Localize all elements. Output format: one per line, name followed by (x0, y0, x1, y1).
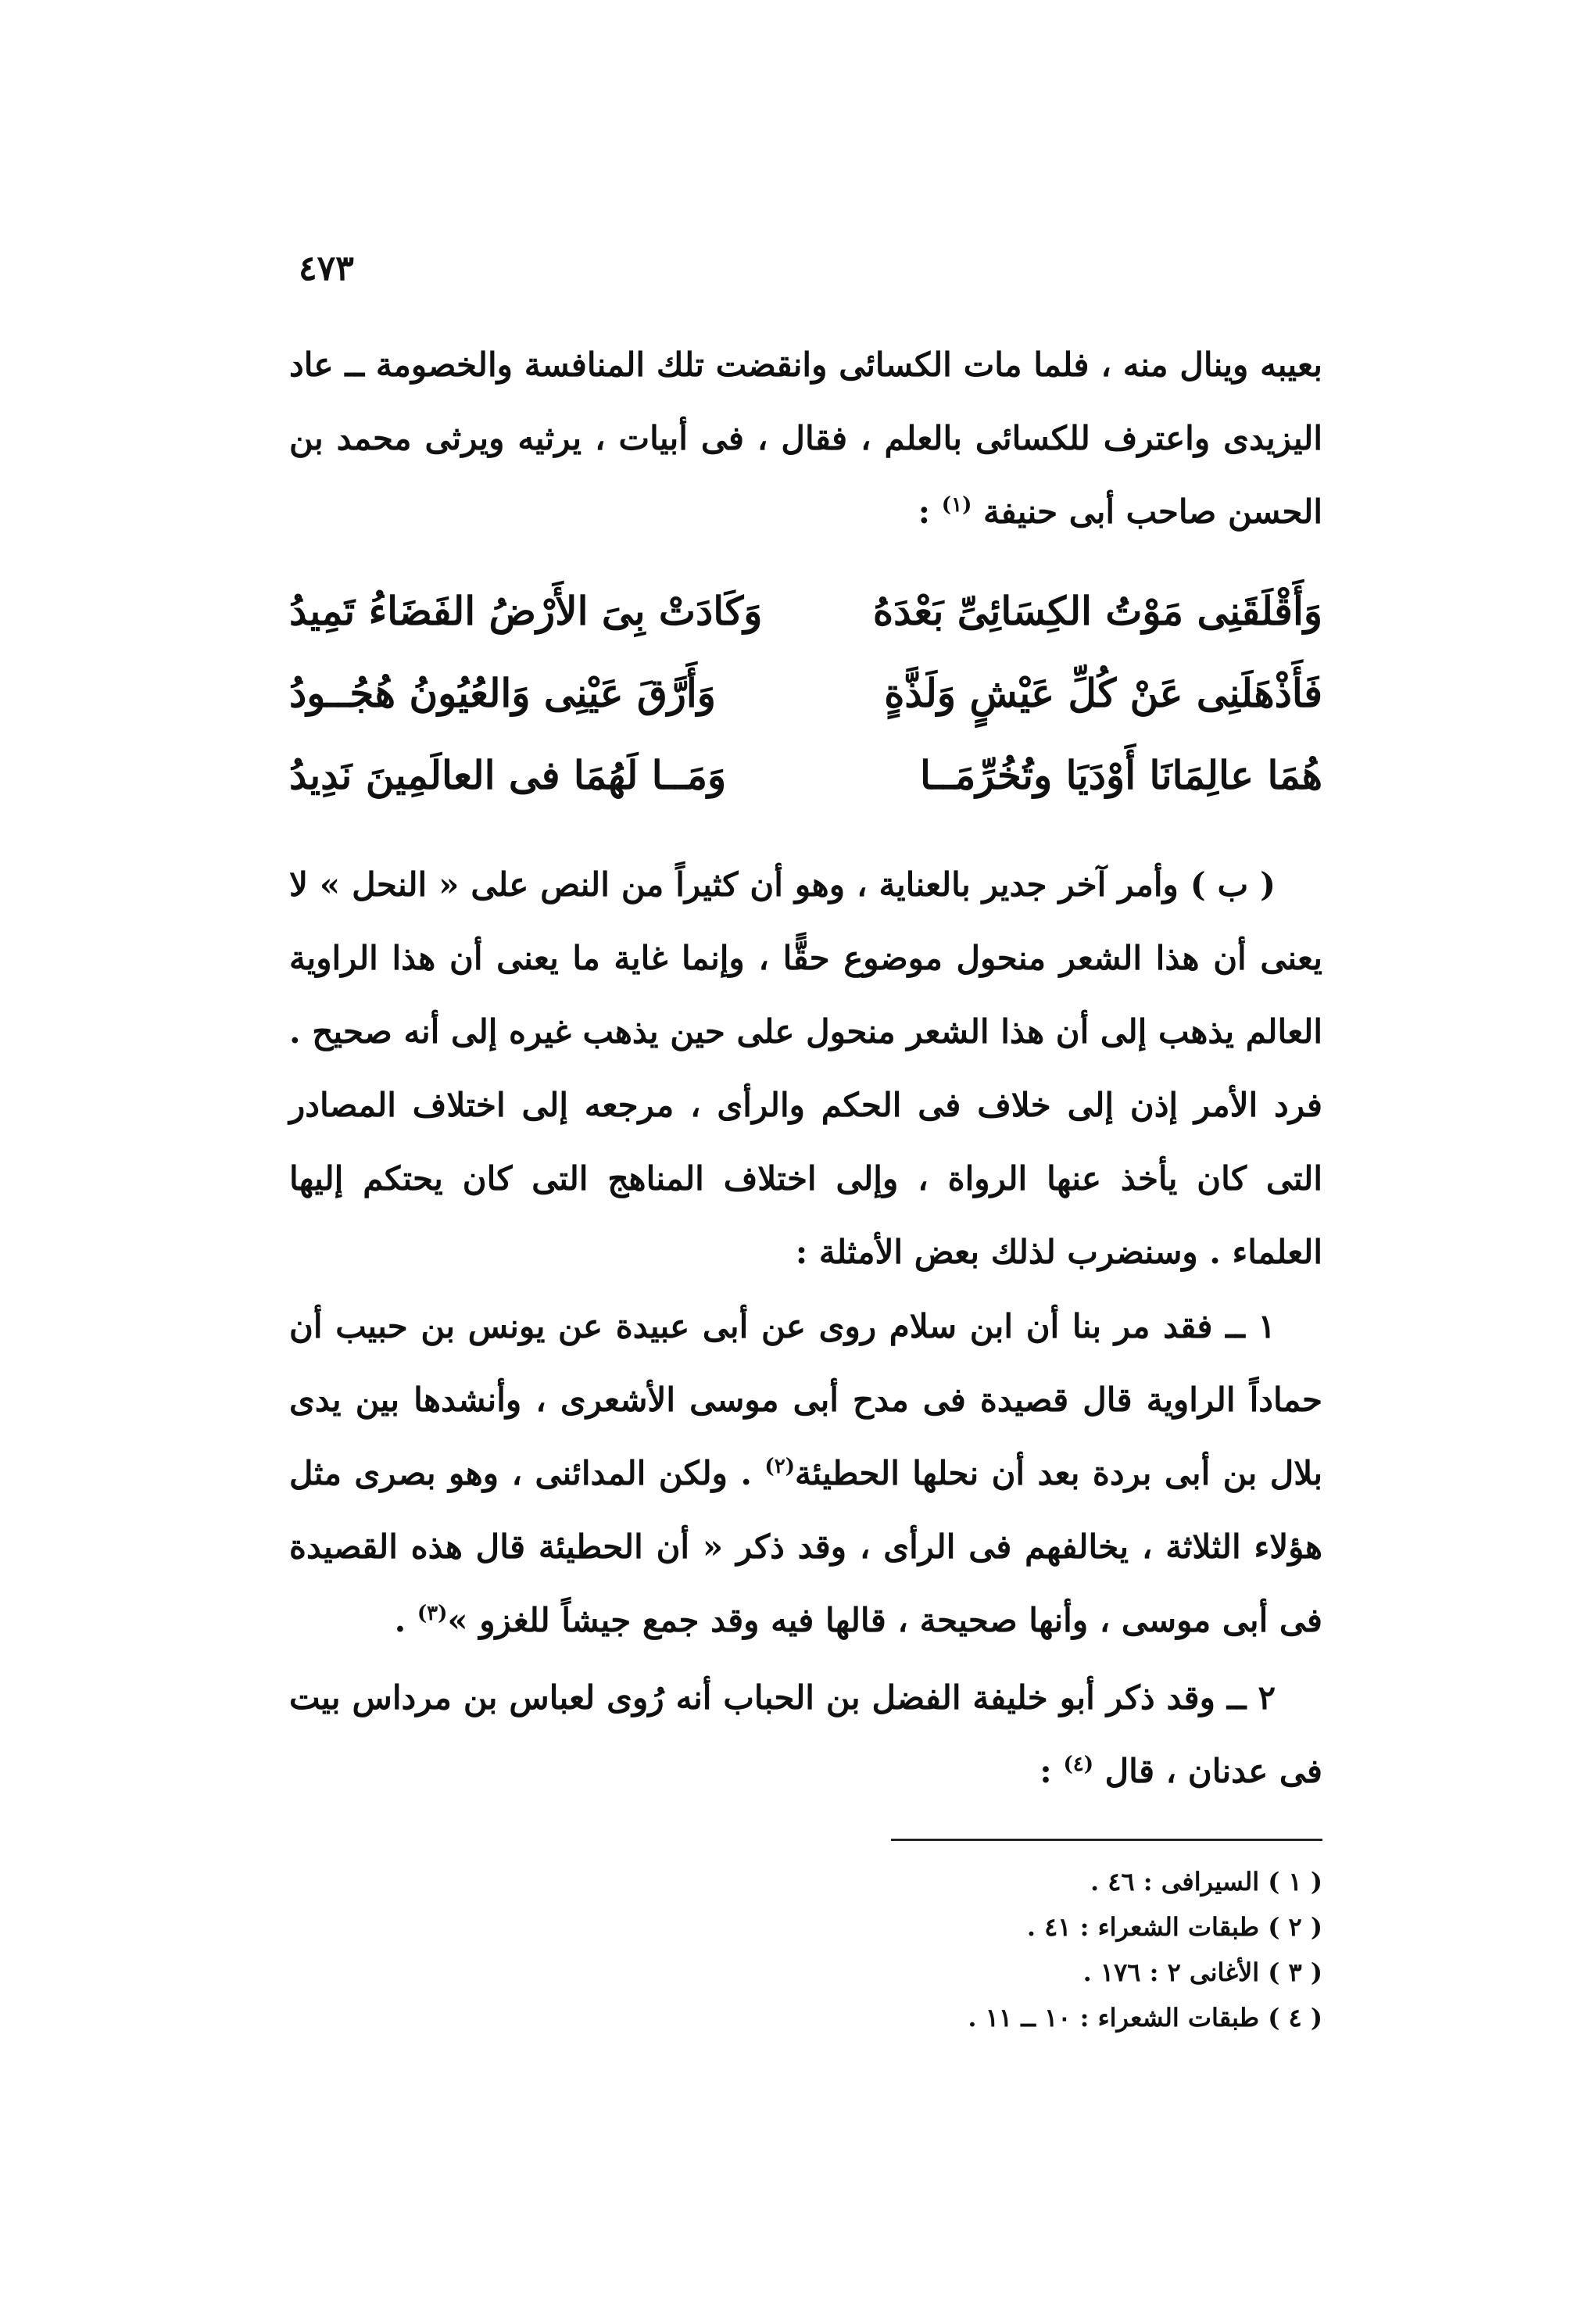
poem-second-hemistich: وَأَرَّقَ عَيْنِى وَالعُيُونُ هُجُــودُ (289, 670, 716, 716)
footnote: ( ٢ ) طبقات الشعراء : ٤١ . (1026, 1912, 1322, 1942)
poem-first-hemistich: وَأَقْلَقَنِى مَوْتُ الكِسَائِىِّ بَعْدَهُ (872, 588, 1322, 634)
poem-verse (289, 752, 1322, 830)
poem-first-hemistich: هُمَا عالِمَانَا أَوْدَيَا وتُخُرِّمَــا (919, 752, 1322, 798)
example-1-text: ١ ــ فقد مر بنا أن ابن سلام روى عن أبى عبيدة عن يونس بن حبيب أن حماداً الراوية قال قصيدة فى مدح أبى موسى الأشعرى ، وأنشدها بين يدى بلال بن أبى بردة بعد أن نحلها الحطيئة (289, 1307, 1323, 1492)
paragraph-intro-text: بعيبه وينال منه ، فلما مات الكسائى وانقضت تلك المنافسة والخصومة ــ عاد اليزيدى واعترف للكسائى بالعلم ، فقال ، فى أبيات ، يرثيه ويرثى محمد بن الحسن صاحب أبى حنيفة (289, 346, 1322, 531)
example-1-paragraph (289, 1290, 1322, 1657)
poem-second-hemistich: وَكَادَتْ بِىَ الأَرْضُ الفَضَاءُ تَمِيدُ (289, 588, 763, 634)
paragraph-intro (289, 328, 1322, 549)
footnote-ref-3: (٣) (417, 1602, 448, 1625)
poem-verse (289, 588, 1322, 666)
footnote-ref-2: (٢) (764, 1455, 795, 1478)
footnote: ( ٤ ) طبقات الشعراء : ١٠ ــ ١١ . (968, 2003, 1322, 2033)
example-2-paragraph (289, 1661, 1322, 1808)
footnote-separator (891, 1839, 1322, 1841)
poem-verse (289, 670, 1322, 748)
page-number: ٤٧٣ (299, 249, 354, 288)
poem-first-hemistich: فَأَذْهَلَنِى عَنْ كُلِّ عَيْشٍ وَلَذَّةٍ (884, 670, 1322, 716)
footnote: ( ١ ) السيرافى : ٤٦ . (1090, 1867, 1322, 1896)
footnote-ref-1: (١) (941, 493, 972, 517)
paragraph-b: ( ب ) وأمر آخر جدير بالعناية ، وهو أن كثيراً من النص على « النحل » لا يعنى أن هذا الشعر منحول موضوع حقًّا ، وإنما غاية ما يعنى أن هذا الراوية العالم يذهب إلى أن هذا الشعر منحول على حين يذهب غيره إلى أنه صحيح . فرد الأمر إذن إلى خلاف فى الحكم والرأى ، مرجعه إلى اختلاف المصادر التى كان يأخذ عنها الرواة ، وإلى اختلاف المناهج التى كان يحتكم إليها العلماء . وسنضرب لذلك بعض الأمثلة : (289, 865, 1322, 1271)
footnote: ( ٣ ) الأغانى ٢ : ١٧٦ . (1082, 1957, 1322, 1987)
paragraph-intro-end: : (918, 492, 942, 531)
example-1-end: . (394, 1601, 417, 1639)
footnotes (782, 1859, 1322, 2040)
poem-second-hemistich: وَمَــا لَهُمَا فى العالَمِينَ نَدِيدُ (289, 752, 727, 798)
example-1-text-continued: . ولكن المدائنى ، وهو بصرى مثل هؤلاء الثلاثة ، يخالفهم فى الرأى ، وقد ذكر « أن الحطيئة قال هذه القصيدة فى أبى موسى ، وأنها صحيحة ، قالها فيه وقد جمع جيشاً للغزو » (289, 1454, 1322, 1639)
footnote-ref-4: (٤) (1063, 1753, 1094, 1776)
example-2-text: ٢ ــ وقد ذكر أبو خليفة الفضل بن الحباب أنه رُوى لعباس بن مرداس بيت فى عدنان ، قال (289, 1678, 1322, 1790)
example-2-end: : (1040, 1752, 1064, 1790)
